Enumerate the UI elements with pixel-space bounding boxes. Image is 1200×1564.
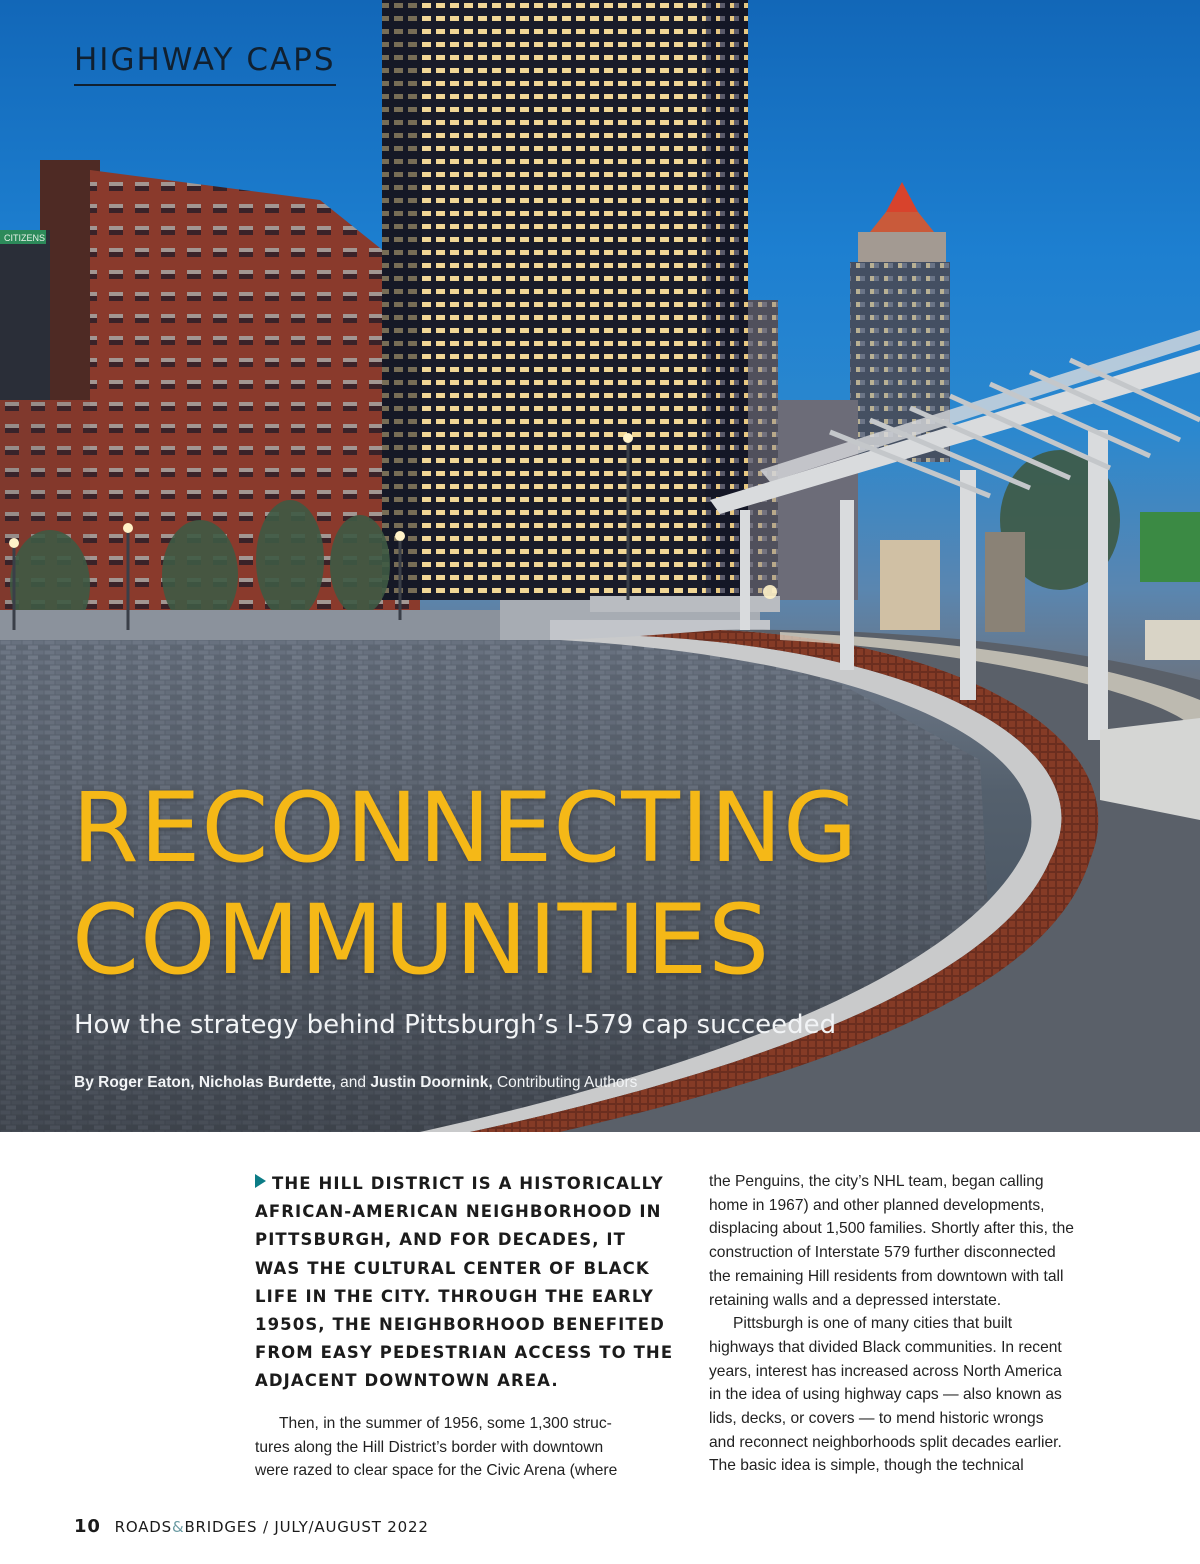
body-line: in the idea of using highway caps — also known as <box>709 1386 1062 1404</box>
body-line: tures along the Hill District’s border with downtown <box>255 1438 604 1456</box>
page-footer <box>74 1516 429 1537</box>
body-line: home in 1967) and other planned developments, <box>709 1196 1045 1214</box>
headline-line-2: COMMUNITIES <box>72 884 771 996</box>
magazine-name-part-1: ROADS <box>114 1518 172 1536</box>
building-sign-text: CITIZENS <box>4 233 46 243</box>
column-2 <box>709 1170 1129 1478</box>
lede-text: THE HILL DISTRICT IS A HISTORICALLY AFRICAN-AMERICAN NEIGHBORHOOD IN PITTSBURGH, AND FOR DECADES, IT WAS THE CULTURAL CENTER OF BLACK LIFE IN THE CITY. THROUGH THE EARLY 1950S, THE NEIGHBORHOOD BENEFITED FROM EASY PEDESTRIAN ACCESS TO THE ADJACENT DOWNTOWN AREA. <box>255 1174 674 1391</box>
byline <box>74 1074 637 1092</box>
byline-author-2: Nicholas Burdette, <box>198 1074 336 1091</box>
body-line: the remaining Hill residents from downtown with tall <box>709 1267 1064 1285</box>
byline-author-1: Roger Eaton, <box>98 1074 195 1091</box>
body-paragraph-1-end <box>709 1170 1129 1312</box>
byline-author-3: Justin Doornink, <box>370 1074 493 1091</box>
page-number: 10 <box>74 1516 101 1537</box>
body-line: the Penguins, the city’s NHL team, began calling <box>709 1173 1044 1190</box>
section-label: HIGHWAY CAPS <box>74 40 336 86</box>
body-line: displacing about 1,500 families. Shortly after this, the <box>709 1220 1074 1238</box>
magazine-name-part-2: BRIDGES <box>184 1518 258 1536</box>
footer-separator: / <box>262 1518 269 1536</box>
triangle-bullet-icon <box>255 1174 266 1188</box>
body-paragraph-1-start <box>255 1412 675 1483</box>
body-line: highways that divided Black communities. In recent <box>709 1338 1062 1356</box>
byline-role: Contributing Authors <box>496 1074 638 1091</box>
issue-date: JULY/AUGUST 2022 <box>274 1518 429 1536</box>
body-line: and reconnect neighborhoods split decades earlier. <box>709 1433 1062 1451</box>
body-line: The basic idea is simple, though the technical <box>709 1457 1024 1475</box>
body-line: Then, in the summer of 1956, some 1,300 struc- <box>279 1415 612 1432</box>
headline-line-1: RECONNECTING <box>72 772 859 884</box>
body-line: were razed to clear space for the Civic Arena (where <box>255 1462 618 1480</box>
magazine-name-ampersand: & <box>171 1518 185 1536</box>
article-deck: How the strategy behind Pittsburgh’s I-579 cap succeeded <box>74 1010 837 1040</box>
body-line: retaining walls and a depressed interstate. <box>709 1291 1002 1309</box>
body-line: years, interest has increased across North America <box>709 1362 1062 1380</box>
body-paragraph-2 <box>709 1312 1129 1478</box>
body-line: Pittsburgh is one of many cities that built <box>733 1315 1013 1333</box>
byline-prefix: By <box>74 1074 94 1091</box>
byline-and: and <box>340 1074 367 1091</box>
lede-paragraph <box>255 1170 675 1396</box>
body-line: construction of Interstate 579 further disconnected <box>709 1244 1056 1262</box>
body-line: lids, decks, or covers — to mend historic wrongs <box>709 1410 1044 1428</box>
column-1 <box>255 1412 675 1483</box>
article-headline <box>72 772 1172 996</box>
